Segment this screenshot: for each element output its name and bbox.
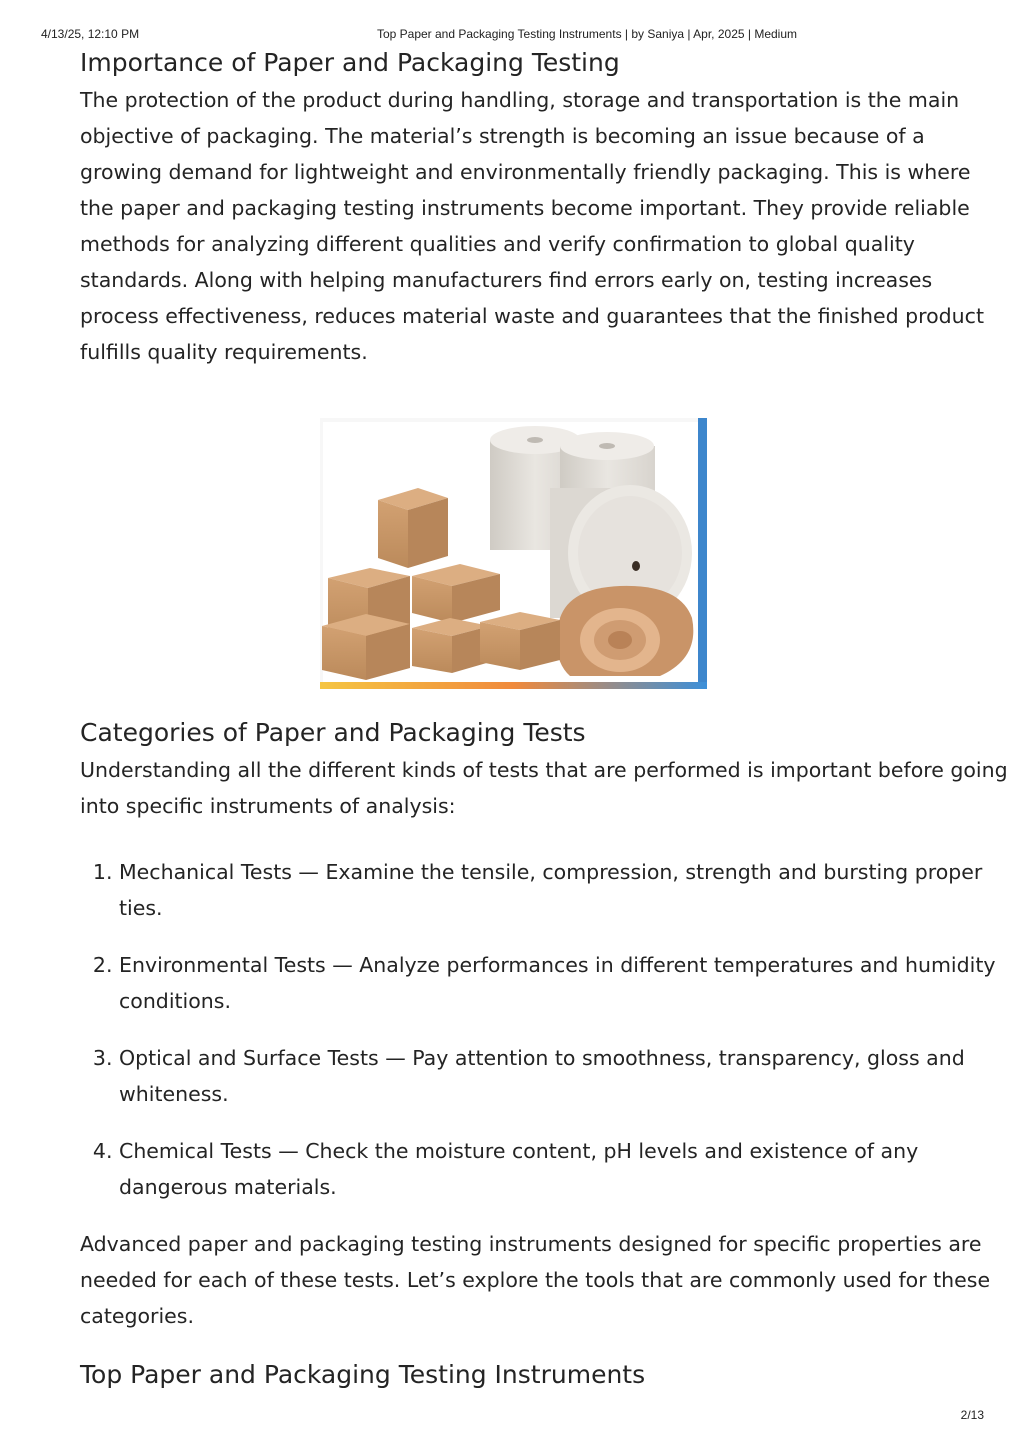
cardboard-box-bottom-center	[412, 618, 490, 673]
section-heading-categories: Categories of Paper and Packaging Tests	[80, 718, 586, 747]
article-section-importance	[80, 46, 1010, 370]
paragraph-importance: The protection of the product during handling, storage and transportation is the main objective of packaging. The material’s strength is becoming an issue because of a growing demand for lightweight and environmentally friendly packaging. This is where the paper and packaging testing instruments become important. They provide reliable methods for analyzing different qualities and verify confirmation to global quality standards. Along with helping manufacturers find errors early on, testing increases process effectiveness, reduces material waste and guarantees that the finished product fulfills quality requirements.	[80, 88, 984, 364]
section-heading-importance: Importance of Paper and Packaging Testing	[80, 48, 620, 77]
section-heading-instruments: Top Paper and Packaging Testing Instruments	[80, 1360, 646, 1389]
cardboard-box-bottom-right	[480, 612, 560, 670]
print-page-title: Top Paper and Packaging Testing Instruments | by Saniya | Apr, 2025 | Medium	[376, 27, 798, 41]
test-categories-list	[80, 854, 1010, 1205]
page-number: 2/13	[960, 1408, 984, 1422]
list-item: 2. Environmental Tests — Analyze performances in different temperatures and humidity conditions.	[119, 947, 1010, 1019]
article-section-categories	[80, 716, 1010, 1334]
article-image-paper-rolls-and-boxes	[320, 418, 707, 689]
print-date: 4/13/25, 12:10 PM	[41, 27, 140, 41]
list-item: 3. Optical and Surface Tests — Pay attention to smoothness, transparency, gloss and whiteness.	[119, 1040, 1010, 1112]
print-header	[0, 27, 1024, 45]
cardboard-box-bottom-left	[322, 614, 410, 680]
paragraph-categories-closing: Advanced paper and packaging testing instruments designed for specific properties are needed for each of these tests. Let’s explore the tools that are commonly used for these categories.	[80, 1232, 991, 1328]
corrugated-roll	[557, 586, 694, 676]
paragraph-categories-intro: Understanding all the different kinds of tests that are performed is important before going into specific instruments of analysis:	[80, 758, 1008, 818]
cardboard-box-top	[378, 488, 448, 568]
list-item: 4. Chemical Tests — Check the moisture content, pH levels and existence of any dangerous materials.	[119, 1133, 1010, 1205]
paper-rolls-and-boxes-illustration	[320, 418, 707, 689]
list-item: 1. Mechanical Tests — Examine the tensile, compression, strength and bursting proper ties.	[119, 854, 1010, 926]
